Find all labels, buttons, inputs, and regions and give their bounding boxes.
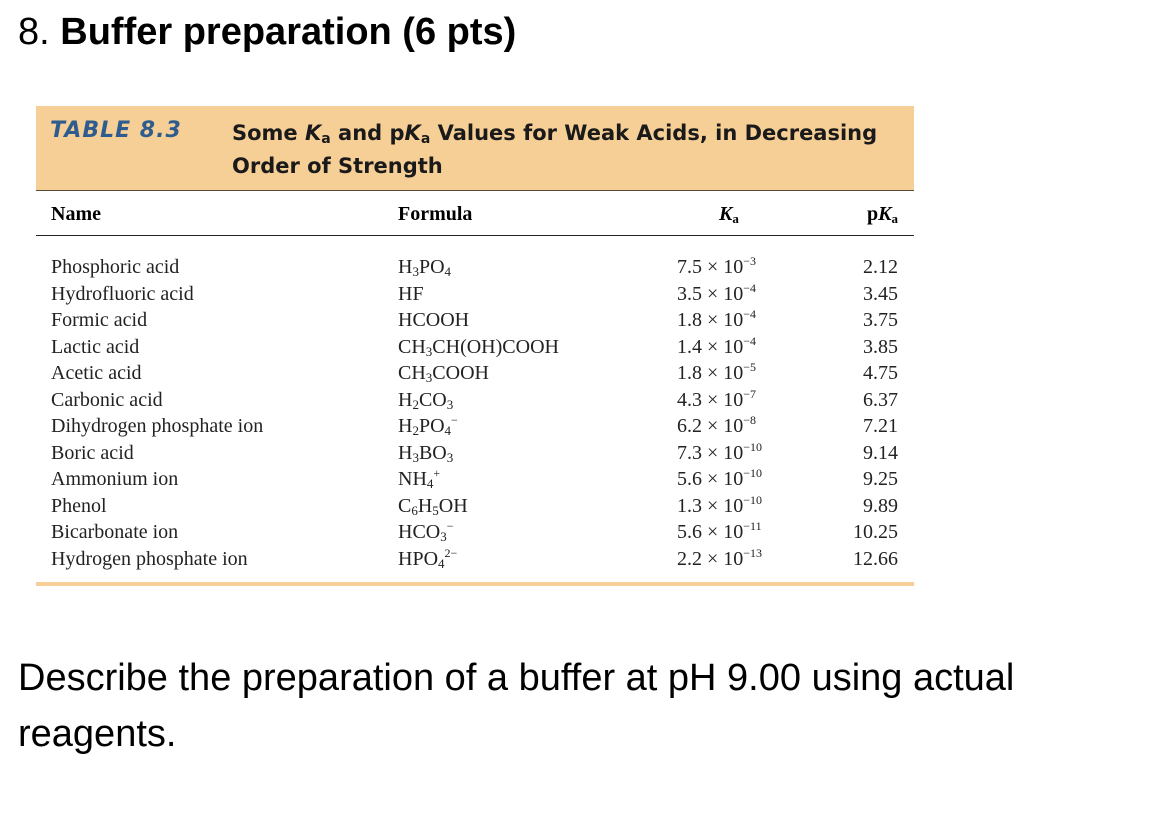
table-row [36, 519, 914, 546]
acid-name: Dihydrogen phosphate ion [51, 415, 264, 437]
acid-ka: $1.3 \times 10^{-10}$ [677, 492, 763, 517]
table-bottom-rule [36, 582, 914, 586]
question-number: 8. [18, 11, 50, 53]
acid-name: Boric acid [51, 441, 134, 464]
acid-name: Formic acid [51, 309, 148, 331]
acid-ka: $4.3 \times 10^{-7}$ [677, 386, 757, 411]
acid-ka: $5.6 \times 10^{-11}$ [677, 519, 762, 543]
acid-formula: $CH_3COOH$ [398, 362, 489, 385]
header-name: Name [51, 203, 101, 225]
acid-ka: $1.4 \times 10^{-4}$ [677, 333, 757, 358]
table-header-row [36, 191, 914, 236]
table-row [36, 413, 914, 440]
acid-formula: $H_2PO_4^-$ [398, 413, 458, 438]
table-row [36, 546, 914, 573]
table-row [36, 493, 914, 520]
acid-name: Hydrofluoric acid [51, 282, 194, 305]
table-row [36, 334, 914, 361]
acid-name: Bicarbonate ion [51, 521, 179, 543]
question-prompt: Describe the preparation of a buffer at pH 9.00 using actual reagents. [18, 657, 1015, 755]
acid-pka: 7.21 [863, 415, 898, 437]
acid-name: Carbonic acid [51, 388, 163, 411]
table-row [36, 254, 914, 281]
acid-pka: 2.12 [863, 256, 898, 278]
acid-formula: $H_2CO_3$ [398, 388, 454, 412]
table-row [36, 466, 914, 493]
acid-ka: $1.8 \times 10^{-4}$ [677, 307, 757, 331]
table-caption [36, 106, 914, 191]
acid-pka: 3.45 [863, 282, 898, 305]
acid-formula: $NH_4^+$ [398, 466, 441, 491]
table-row [36, 281, 914, 308]
acid-formula: $C_6H_5OH$ [398, 494, 468, 518]
acid-pka: 6.37 [863, 388, 898, 411]
acid-pka: 9.25 [863, 468, 898, 490]
acid-name: Acetic acid [51, 362, 142, 384]
acid-formula: $HPO_4^{2-}$ [398, 545, 458, 571]
acid-ka: $3.5 \times 10^{-4}$ [677, 280, 757, 305]
acid-formula: $H_3BO_3$ [398, 441, 454, 465]
acid-formula: HCOOH [398, 309, 470, 331]
acid-formula: HF [398, 282, 424, 305]
question-title: Buffer preparation (6 pts) [60, 11, 517, 53]
acid-ka: $7.3 \times 10^{-10}$ [677, 439, 763, 464]
table-row [36, 387, 914, 414]
acid-ka: $7.5 \times 10^{-3}$ [677, 254, 757, 278]
acid-pka: 12.66 [853, 547, 898, 570]
acid-ka: $6.2 \times 10^{-8}$ [677, 413, 757, 437]
acid-pka: 3.75 [863, 309, 898, 331]
header-formula: Formula [398, 203, 473, 225]
acid-formula: $CH_3CH(OH)COOH$ [398, 335, 559, 359]
acid-pka: 3.85 [863, 335, 898, 358]
acid-formula: $HCO_3^-$ [398, 519, 454, 544]
acid-pka: 9.89 [863, 494, 898, 517]
acid-name: Ammonium ion [51, 468, 179, 490]
header-pka: $pK_a$ [867, 203, 898, 226]
table-row [36, 360, 914, 387]
header-ka: $K_a$ [719, 203, 739, 226]
acid-pka: 4.75 [863, 362, 898, 384]
acid-name: Hydrogen phosphate ion [51, 547, 248, 570]
table-body [36, 236, 914, 582]
acid-ka: $2.2 \times 10^{-13}$ [677, 545, 763, 570]
acid-pka: 9.14 [863, 441, 898, 464]
question-heading [18, 8, 516, 56]
table-label: TABLE 8.3 [50, 118, 182, 143]
acid-name: Phosphoric acid [51, 256, 180, 278]
acid-ka: $1.8 \times 10^{-5}$ [677, 360, 757, 384]
acid-name: Lactic acid [51, 335, 140, 358]
acid-name: Phenol [51, 494, 107, 517]
acid-ka: $5.6 \times 10^{-10}$ [677, 466, 763, 490]
acid-formula: $H_3PO_4$ [398, 256, 452, 279]
acid-pka: 10.25 [853, 521, 898, 543]
table-row [36, 440, 914, 467]
weak-acid-table [36, 106, 914, 586]
table-row [36, 307, 914, 334]
table-caption-text: Some $K_a$ and $pK_a$ Values for Weak Acids, in Decreasing Order of Strength [232, 121, 878, 178]
